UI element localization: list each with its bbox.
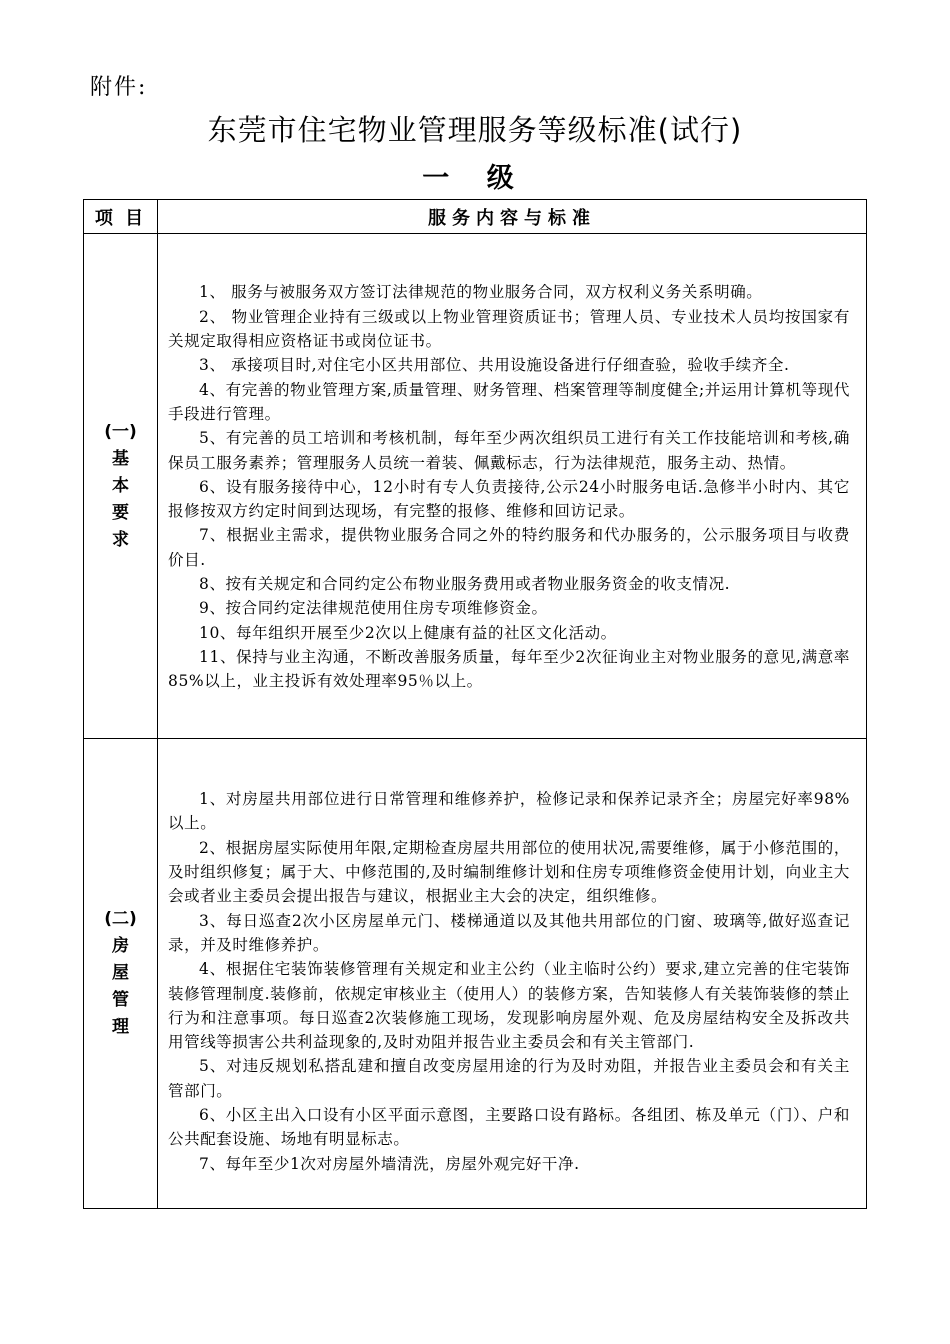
section-char: 基 (112, 448, 129, 469)
section-char: 屋 (112, 963, 129, 983)
standard-item: 6、设有服务接待中心，12小时有专人负责接待,公示24小时服务电话.急修半小时内、其它报修按双方约定时间到达现场，有完整的报修、维修和回访记录。 (168, 477, 850, 521)
column-header-item: 项 目 (84, 200, 158, 234)
attachment-label: 附件: (90, 75, 148, 100)
section-content-cell (158, 739, 867, 1209)
section-number: (二) (104, 909, 137, 929)
standard-item: 6、小区主出入口设有小区平面示意图，主要路口设有路标。各组团、栋及单元（门）、户和公共配套设施、场地有明显标志。 (168, 1105, 850, 1149)
section-content-cell (158, 234, 867, 739)
section-char: 求 (112, 529, 129, 550)
section-char: 理 (112, 1017, 129, 1037)
standard-item: 10、每年组织开展至少2次以上健康有益的社区文化活动。 (199, 623, 617, 642)
level-heading: 一 级 (422, 163, 528, 194)
standard-item: 7、每年至少1次对房屋外墙清洗，房屋外观完好干净. (199, 1154, 580, 1173)
standard-item: 4、有完善的物业管理方案,质量管理、财务管理、档案管理等制度健全;并运用计算机等现代手段进行管理。 (168, 380, 850, 423)
section-char: 房 (112, 936, 129, 956)
standard-item: 1、 服务与被服务双方签订法律规范的物业服务合同，双方权利义务关系明确。 (199, 283, 763, 302)
standard-item: 3、 承接项目时,对住宅小区共用部位、共用设施设备进行仔细查验，验收手续齐全. (199, 356, 790, 375)
section-number: (一) (104, 421, 137, 442)
standard-item: 11、保持与业主沟通，不断改善服务质量，每年至少2次征询业主对物业服务的意见,满意率85%以上，业主投诉有效处理率95％以上。 (168, 647, 850, 691)
standard-item: 5、有完善的员工培训和考核机制，每年至少两次组织员工进行有关工作技能培训和考核,确保员工服务素养；管理服务人员统一着装、佩戴标志，行为法律规范，服务主动、热情。 (168, 429, 850, 472)
column-header-content: 服务内容与标准 (158, 200, 867, 234)
section-row-housing (84, 739, 867, 1209)
section-row-basic (84, 234, 867, 739)
standard-item: 5、对违反规划私搭乱建和擅自改变房屋用途的行为及时劝阻，并报告业主委员会和有关主管部门。 (168, 1057, 850, 1100)
standard-item: 7、根据业主需求，提供物业服务合同之外的特约服务和代办服务的，公示服务项目与收费价目. (168, 526, 850, 569)
standard-item: 4、根据住宅装饰装修管理有关规定和业主公约（业主临时公约）要求,建立完善的住宅装饰装修管理制度.装修前，依规定审核业主（使用人）的装修方案，告知装修人有关装饰装修的禁止行为和注意事项。每日巡查2次装修施工现场，发现影响房屋外观、危及房屋结构安全及拆改共用管线等损害公共利益现象的,及时劝阻并报告业主委员会和有关主管部门. (168, 960, 850, 1052)
standard-item: 2、 物业管理企业持有三级或以上物业管理资质证书；管理人员、专业技术人员均按国家有关规定取得相应资格证书或岗位证书。 (168, 307, 850, 351)
standard-table (83, 199, 867, 1209)
standard-item: 2、根据房屋实际使用年限,定期检查房屋共用部位的使用状况,需要维修，属于小修范围的，及时组织修复；属于大、中修范围的,及时编制维修计划和住房专项维修资金使用计划，向业主大会或者业主委员会提出报告与建议，根据业主大会的决定，组织维修。 (168, 838, 850, 906)
section-char: 本 (112, 475, 129, 496)
section-char: 管 (112, 990, 129, 1010)
table-header-row (84, 200, 867, 234)
section-category-cell (84, 739, 158, 1209)
standard-item: 3、每日巡查2次小区房屋单元门、楼梯通道以及其他共用部位的门窗、玻璃等,做好巡查记录，并及时维修养护。 (168, 911, 850, 954)
standard-item: 9、按合同约定法律规范使用住房专项维修资金。 (199, 599, 548, 618)
section-char: 要 (112, 502, 129, 523)
document-title: 东莞市住宅物业管理服务等级标准(试行) (207, 113, 743, 147)
standard-item: 1、对房屋共用部位进行日常管理和维修养护，检修记录和保养记录齐全；房屋完好率98%以上。 (168, 790, 850, 833)
section-category-cell (84, 234, 158, 739)
standard-item: 8、按有关规定和合同约定公布物业服务费用或者物业服务资金的收支情况. (199, 575, 731, 594)
